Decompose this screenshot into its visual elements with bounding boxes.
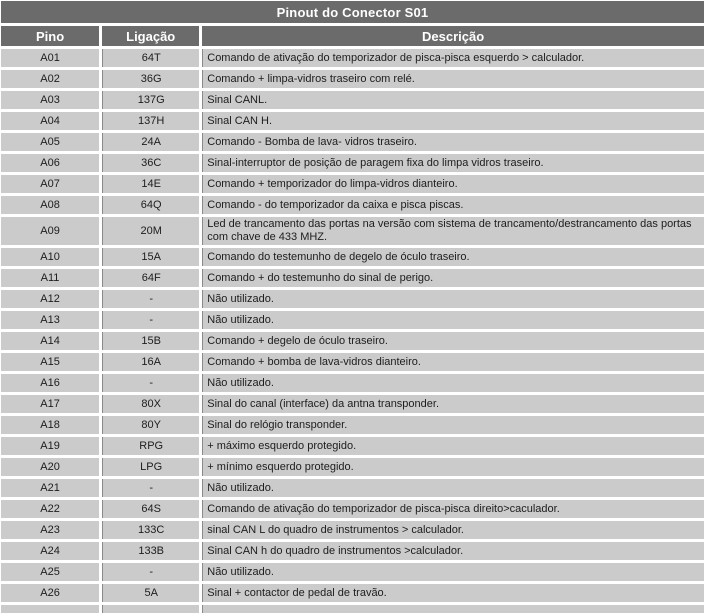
wire-cell: - xyxy=(102,563,199,581)
table-row xyxy=(1,112,704,130)
wire-cell: 64T xyxy=(102,49,199,67)
table-row xyxy=(1,395,704,413)
description-cell: Não utilizado. xyxy=(202,563,704,581)
table-row xyxy=(1,374,704,392)
pin-cell: A17 xyxy=(1,395,99,413)
table-row xyxy=(1,175,704,193)
description-cell: Não utilizado. xyxy=(202,374,704,392)
pin-cell: A11 xyxy=(1,269,99,287)
pin-cell: A15 xyxy=(1,353,99,371)
pin-cell: A24 xyxy=(1,542,99,560)
description-cell: Comando - Bomba de lava- vidros traseiro. xyxy=(202,133,704,151)
table-row xyxy=(1,479,704,497)
description-cell: sinal CAN L do quadro de instrumentos > calculador. xyxy=(202,521,704,539)
table-row xyxy=(1,154,704,172)
wire-cell: 64S xyxy=(102,500,199,518)
pin-cell: A10 xyxy=(1,248,99,266)
pin-cell: A20 xyxy=(1,458,99,476)
table-row xyxy=(1,311,704,329)
pin-cell: A09 xyxy=(1,217,99,245)
table-row xyxy=(1,196,704,214)
description-cell: Comando + do testemunho do sinal de perigo. xyxy=(202,269,704,287)
table-row xyxy=(1,332,704,350)
table-row xyxy=(1,70,704,88)
table-row xyxy=(1,458,704,476)
description-cell: Comando de ativação do temporizador de pisca-pisca direito>caculador. xyxy=(202,500,704,518)
wire-cell: 133B xyxy=(102,542,199,560)
description-cell: Não utilizado. xyxy=(202,311,704,329)
description-cell: Comando + limpa-vidros traseiro com relé. xyxy=(202,70,704,88)
table-row xyxy=(1,416,704,434)
description-cell: Não utilizado. xyxy=(202,290,704,308)
pin-cell: A26 xyxy=(1,584,99,602)
table-row xyxy=(1,500,704,518)
table-row xyxy=(1,248,704,266)
table-row xyxy=(1,49,704,67)
description-cell: Sinal-interruptor de posição de paragem fixa do limpa vidros traseiro. xyxy=(202,154,704,172)
wire-cell: 36G xyxy=(102,70,199,88)
description-cell: Comando + degelo de óculo traseiro. xyxy=(202,332,704,350)
pin-cell: A16 xyxy=(1,374,99,392)
pin-cell xyxy=(1,605,99,613)
pin-cell: A22 xyxy=(1,500,99,518)
table-row xyxy=(1,563,704,581)
table-body xyxy=(1,49,704,613)
description-cell: Não utilizado. xyxy=(202,479,704,497)
pin-cell: A07 xyxy=(1,175,99,193)
wire-cell: - xyxy=(102,290,199,308)
description-cell: Sinal CANL. xyxy=(202,91,704,109)
table-title: Pinout do Conector S01 xyxy=(1,1,704,23)
description-cell: Sinal do relógio transponder. xyxy=(202,416,704,434)
wire-cell: 133C xyxy=(102,521,199,539)
wire-cell: 64F xyxy=(102,269,199,287)
pin-cell: A12 xyxy=(1,290,99,308)
table-row xyxy=(1,521,704,539)
description-cell: Comando de ativação do temporizador de pisca-pisca esquerdo > calculador. xyxy=(202,49,704,67)
table-row xyxy=(1,353,704,371)
description-cell: Sinal + contactor de pedal de travão. xyxy=(202,584,704,602)
description-cell: Comando + bomba de lava-vidros dianteiro. xyxy=(202,353,704,371)
table-row xyxy=(1,584,704,602)
wire-cell: LPG xyxy=(102,458,199,476)
column-header-pino: Pino xyxy=(1,26,99,46)
table-row xyxy=(1,269,704,287)
table-row xyxy=(1,605,704,613)
description-cell xyxy=(202,605,704,613)
description-cell: Sinal CAN h do quadro de instrumentos >calculador. xyxy=(202,542,704,560)
wire-cell: 64Q xyxy=(102,196,199,214)
pin-cell: A03 xyxy=(1,91,99,109)
pin-cell: A08 xyxy=(1,196,99,214)
description-cell: + mínimo esquerdo protegido. xyxy=(202,458,704,476)
wire-cell xyxy=(102,605,199,613)
wire-cell: 137H xyxy=(102,112,199,130)
pin-cell: A23 xyxy=(1,521,99,539)
pin-cell: A02 xyxy=(1,70,99,88)
wire-cell: 15A xyxy=(102,248,199,266)
wire-cell: - xyxy=(102,479,199,497)
table-row xyxy=(1,290,704,308)
pin-cell: A05 xyxy=(1,133,99,151)
pin-cell: A21 xyxy=(1,479,99,497)
description-cell: Sinal do canal (interface) da antna transponder. xyxy=(202,395,704,413)
wire-cell: - xyxy=(102,374,199,392)
column-header-descricao: Descrição xyxy=(202,26,704,46)
description-cell: + máximo esquerdo protegido. xyxy=(202,437,704,455)
description-cell: Sinal CAN H. xyxy=(202,112,704,130)
description-cell: Comando do testemunho de degelo de óculo traseiro. xyxy=(202,248,704,266)
table-row xyxy=(1,91,704,109)
description-cell: Comando + temporizador do limpa-vidros dianteiro. xyxy=(202,175,704,193)
wire-cell: 20M xyxy=(102,217,199,245)
wire-cell: 16A xyxy=(102,353,199,371)
wire-cell: RPG xyxy=(102,437,199,455)
table-row xyxy=(1,542,704,560)
pin-cell: A04 xyxy=(1,112,99,130)
table-row xyxy=(1,133,704,151)
table-row xyxy=(1,217,704,245)
column-header-ligacao: Ligação xyxy=(102,26,199,46)
wire-cell: 24A xyxy=(102,133,199,151)
wire-cell: 36C xyxy=(102,154,199,172)
pin-cell: A25 xyxy=(1,563,99,581)
wire-cell: 15B xyxy=(102,332,199,350)
description-cell: Comando - do temporizador da caixa e pisca piscas. xyxy=(202,196,704,214)
pin-cell: A14 xyxy=(1,332,99,350)
title-row xyxy=(1,1,704,23)
table-row xyxy=(1,437,704,455)
pin-cell: A18 xyxy=(1,416,99,434)
wire-cell: 80Y xyxy=(102,416,199,434)
wire-cell: 14E xyxy=(102,175,199,193)
column-header-row xyxy=(1,26,704,46)
pin-cell: A19 xyxy=(1,437,99,455)
wire-cell: 137G xyxy=(102,91,199,109)
description-cell: Led de trancamento das portas na versão com sistema de trancamento/destrancamento das portas com chave de 433 MHZ. xyxy=(202,217,704,245)
wire-cell: 80X xyxy=(102,395,199,413)
pin-cell: A06 xyxy=(1,154,99,172)
wire-cell: - xyxy=(102,311,199,329)
wire-cell: 5A xyxy=(102,584,199,602)
pin-cell: A01 xyxy=(1,49,99,67)
pin-cell: A13 xyxy=(1,311,99,329)
